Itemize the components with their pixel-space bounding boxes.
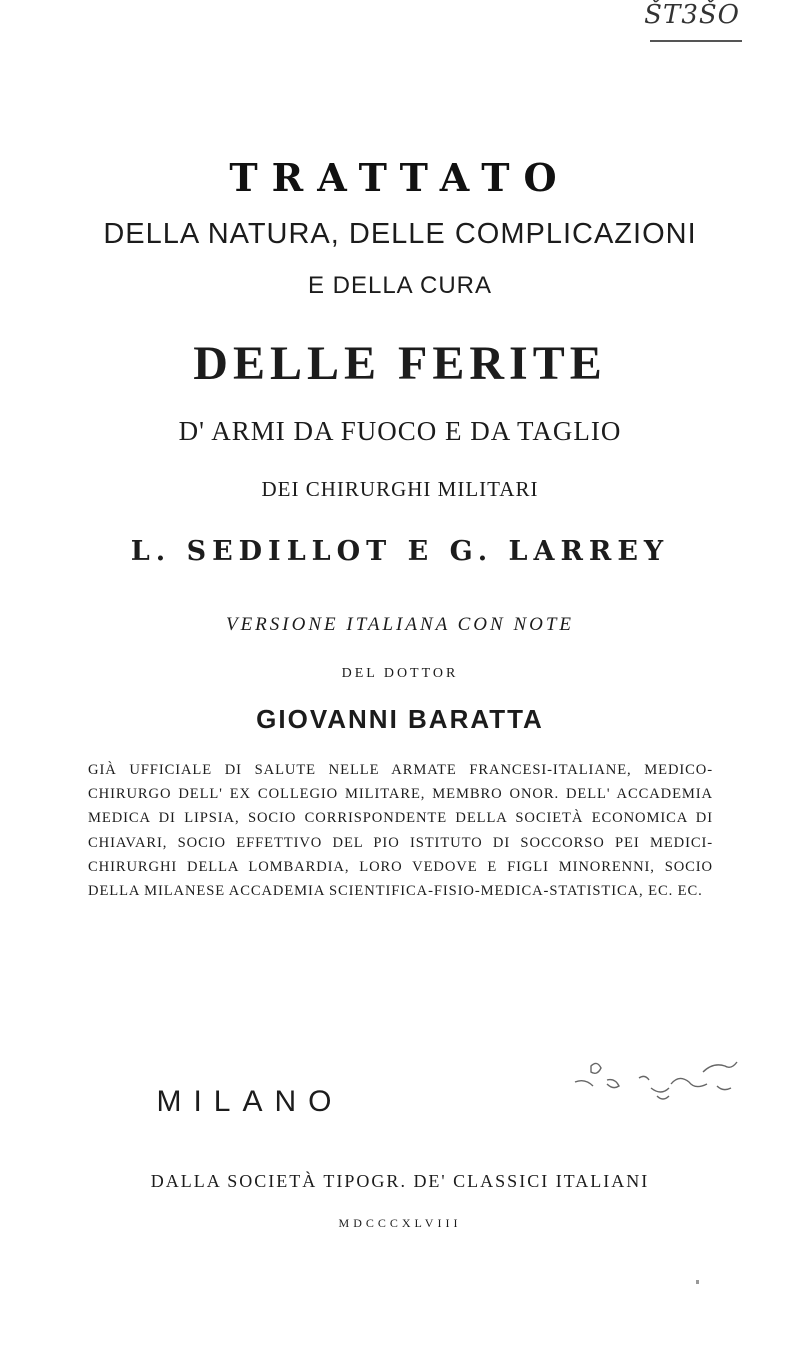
- imprint-year: MDCCCXLVIII: [338, 1216, 462, 1230]
- shelfmark-underline: [650, 40, 742, 42]
- translator-credentials: GIÀ UFFICIALE DI SALUTE NELLE ARMATE FRANCESI-ITALIANE, MEDICO-CHIRURGO DELL' EX COLLEGIO MILITARE, MEMBRO ONOR. DELL' ACCADEMIA MEDICA DI LIPSIA, SOCIO CORRISPONDENTE DELLA SOCIETÀ ECONOMICA DI CHIAVARI, SOCIO EFFETTIVO DEL PIO ISTITUTO DI SOCCORSO PEI MEDICI-CHIRURGHI DELLA LOMBARDIA, LORO VEDOVE E FIGLI MINORENNI, SOCIO DELLA MILANESE ACCADEMIA SCIENTIFICA-FISIO-MEDICA-STATISTICA, EC. EC.: [88, 762, 713, 900]
- title-line-1: DELLA NATURA, DELLE COMPLICAZIONI: [103, 218, 697, 250]
- title-line-4: D' ARMI DA FUOCO E DA TAGLIO: [178, 416, 622, 446]
- ink-speck: [696, 1280, 699, 1284]
- title-line-2: E DELLA CURA: [307, 272, 493, 299]
- version-line: VERSIONE ITALIANA CON NOTE: [225, 614, 575, 635]
- title-line-5: DEI CHIRURGHI MILITARI: [261, 477, 539, 501]
- authors-line: L. SEDILLOT E G. LARREY: [130, 536, 670, 567]
- del-dottor: DEL DOTTOR: [341, 666, 459, 681]
- main-title: DELLE FERITE: [193, 337, 607, 390]
- translator-name: GIOVANNI BARATTA: [256, 704, 544, 734]
- imprint-city: MILANO: [156, 1085, 344, 1118]
- shelfmark: ŠT3ŠO: [644, 0, 740, 30]
- imprint-publisher: DALLA SOCIETÀ TIPOGR. DE' CLASSICI ITALIANI: [150, 1171, 650, 1191]
- blackletter-title: TRATTATO: [229, 155, 571, 200]
